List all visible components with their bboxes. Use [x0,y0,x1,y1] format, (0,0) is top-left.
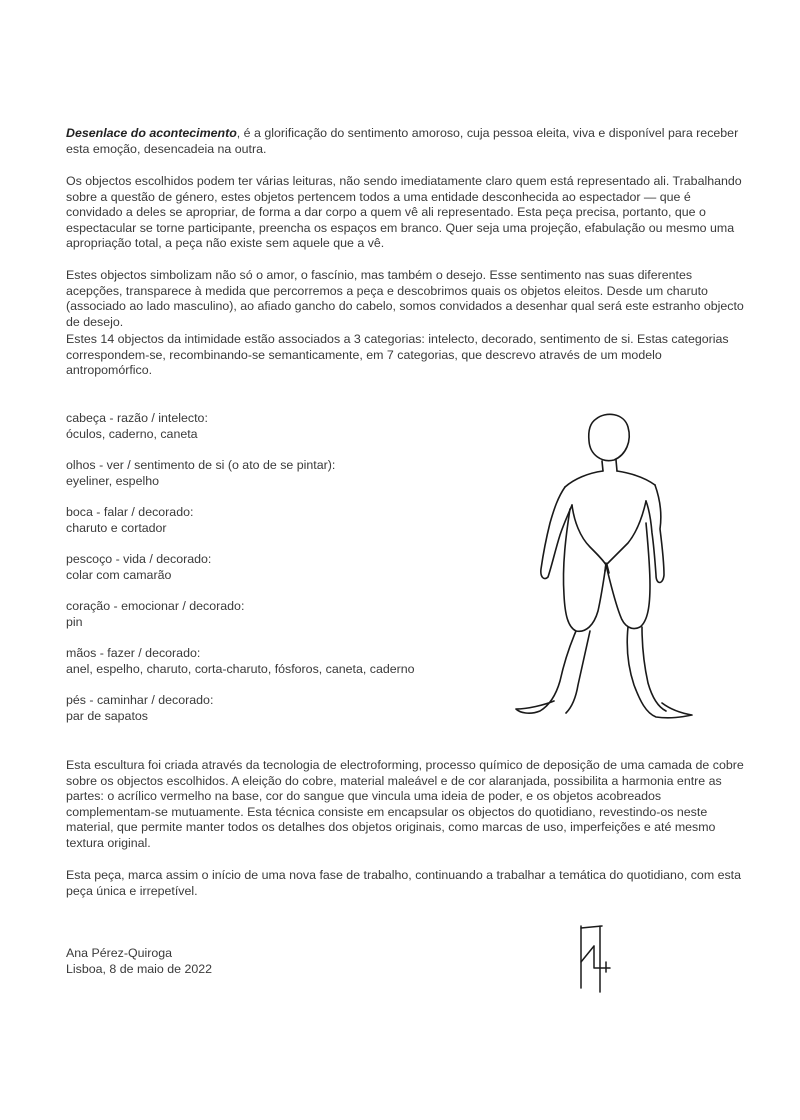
category-label: cabeça - razão / intelecto: [66,411,208,425]
category-items: pin [66,614,83,629]
category-label: coração - emocionar / decorado: [66,599,245,613]
paragraph-desire: Estes objectos simbolizam não só o amor, o fascínio, mas também o desejo. Esse sentimento nas suas diferentes acepções, transparece à medida que percorremos a peça e descobrimos quais os objetos eleitos. Desde um charuto (associado ao lado masculino), ao afiado gancho do cabelo, somos convidados a desenhar qual será este estranho objecto de desejo. [66,268,744,329]
category-pescoco [66,552,486,583]
anthropomorphic-figure-icon [510,405,705,725]
category-label: boca - falar / decorado: [66,505,194,519]
category-label: pescoço - vida / decorado: [66,552,212,566]
category-cabeca [66,411,486,442]
signature-icon [572,922,616,994]
category-label: pés - caminhar / decorado: [66,693,214,707]
category-items: anel, espelho, charuto, corta-charuto, fósforos, caneta, caderno [66,661,415,676]
intro-paragraph [66,126,746,157]
category-items: eyeliner, espelho [66,473,159,488]
paragraph-new-phase: Esta peça, marca assim o início de uma nova fase de trabalho, continuando a trabalhar a temática do quotidiano, com esta peça única e irrepetível. [66,868,741,898]
category-items: par de sapatos [66,708,148,723]
category-label: mãos - fazer / decorado: [66,646,201,660]
category-olhos [66,458,486,489]
category-items: colar com camarão [66,567,172,582]
category-items: charuto e cortador [66,520,167,535]
signature-block [66,946,212,977]
category-label: olhos - ver / sentimento de si (o ato de se pintar): [66,458,336,472]
intro-text: , é a glorificação do sentimento amoroso, cuja pessoa eleita, viva e disponível para receber esta emoção, desencadeia na outra. [66,126,739,156]
category-coracao [66,599,486,630]
paragraph-categories: Estes 14 objectos da intimidade estão associados a 3 categorias: intelecto, decorado, sentimento de si. Estas categorias correspondem-se, recombinando-se semanticamente, em 7 categorias, que descrevo através de um modelo antropomórfico. [66,332,729,378]
work-title: Desenlace do acontecimento [66,126,237,140]
category-maos [66,646,486,677]
place-date: Lisboa, 8 de maio de 2022 [66,961,213,976]
author-name: Ana Pérez-Quiroga [66,946,173,960]
category-pes [66,693,486,724]
category-boca [66,505,486,536]
paragraph-electroforming: Esta escultura foi criada através da tecnologia de electroforming, processo químico de deposição de uma camada de cobre sobre os objectos escolhidos. A eleição do cobre, material maleável e de cor alaranjada, possibilita a harmonia entre as partes: o acrílico vermelho na base, cor do sangue que vincula uma ideia de poder, e os objetos acobreados complementam-se mutuamente. Esta técnica consiste em encapsular os objectos do quotidiano, revestindo-os neste material, que permite manter todos os detalhes dos objetos originais, como marcas de uso, imperfeições e até mesmo textura original. [66,758,744,850]
category-items: óculos, caderno, caneta [66,426,198,441]
paragraph-readings: Os objectos escolhidos podem ter várias leituras, não sendo imediatamente claro quem está representado ali. Trabalhando sobre a questão de género, estes objetos pertencem todos a uma entidade desconhecida ao espectador — que é convidado a deles se apropriar, de forma a dar corpo a quem vê ali representado. Esta peça precisa, portanto, que o espectacular se torne participante, preencha os espaços em branco. Quer seja uma projeção, efabulação ou mesmo uma apropriação total, a peça não existe sem aquele que a vê. [66,174,742,251]
